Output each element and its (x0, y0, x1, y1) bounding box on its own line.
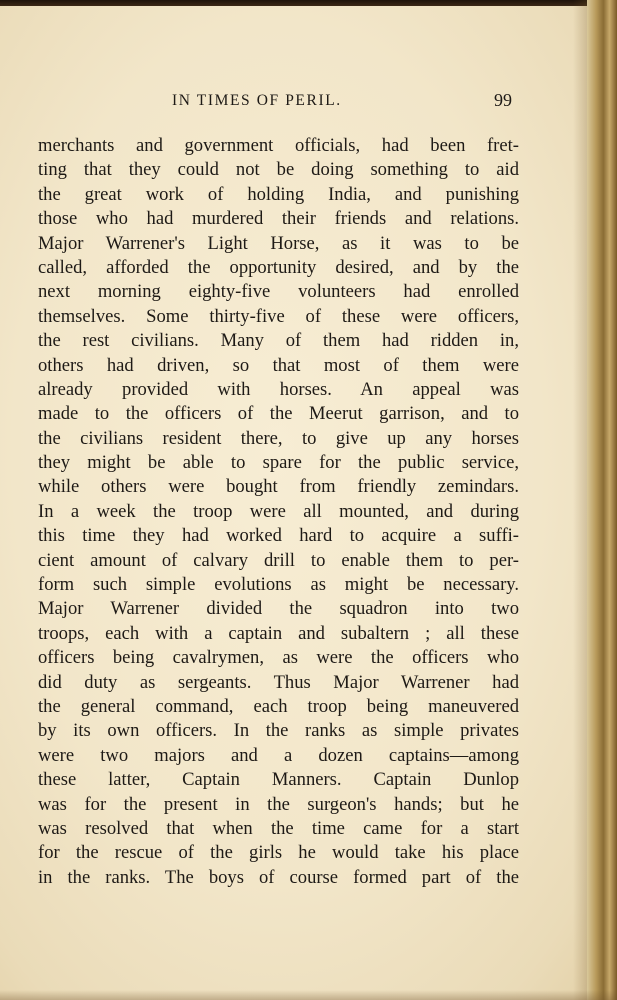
text-line: those who had murdered their friends and relations. (38, 208, 519, 230)
page-number: 99 (494, 90, 512, 110)
text-line: merchants and government officials, had been fret- (38, 135, 519, 156)
running-head: IN TIMES OF PERIL. (172, 92, 342, 109)
text-line: were two majors and a dozen captains—among (38, 744, 519, 766)
text-line: themselves. Some thirty-five of these were officers, (38, 305, 519, 327)
text-line: was for the present in the surgeon's hands; but he (38, 793, 519, 815)
text-line: did duty as sergeants. Thus Major Warrener had (38, 671, 519, 693)
text-line: the civilians resident there, to give up any horses (38, 427, 519, 449)
text-line: Major Warrener's Light Horse, as it was to be (38, 232, 519, 254)
text-line: the great work of holding India, and punishing (38, 183, 519, 205)
book-block-edge (587, 0, 617, 1000)
page-bottom-edge (0, 990, 617, 1000)
text-line: In a week the troop were all mounted, and during (38, 500, 519, 522)
text-line: for the rescue of the girls he would take his place (38, 842, 519, 864)
text-line: in the ranks. The boys of course formed part of the (38, 866, 519, 888)
text-line: officers being cavalrymen, as were the officers who (38, 647, 519, 669)
text-line: Major Warrener divided the squadron into two (38, 598, 519, 620)
text-line: form such simple evolutions as might be necessary. (38, 574, 519, 596)
text-line: next morning eighty-five volunteers had enrolled (38, 281, 519, 303)
text-line: called, afforded the opportunity desired, and by the (38, 256, 519, 278)
text-line: these latter, Captain Manners. Captain Dunlop (38, 769, 519, 791)
text-line: the general command, each troop being maneuvered (38, 695, 519, 717)
text-line: they might be able to spare for the public service, (38, 452, 519, 474)
text-line: this time they had worked hard to acquire a suffi- (38, 525, 519, 547)
text-line: others had driven, so that most of them were (38, 354, 519, 376)
text-line: while others were bought from friendly zemindars. (38, 476, 519, 498)
text-line: made to the officers of the Meerut garrison, and to (38, 403, 519, 425)
text-line: cient amount of calvary drill to enable them to per- (38, 549, 519, 571)
text-line: already provided with horses. An appeal was (38, 378, 519, 400)
text-line: was resolved that when the time came for a start (38, 817, 519, 839)
text-line: troops, each with a captain and subaltern ; all these (38, 622, 519, 644)
page-top-edge (0, 0, 617, 6)
text-line: the rest civilians. Many of them had ridden in, (38, 330, 519, 352)
text-line: ting that they could not be doing something to aid (38, 159, 519, 181)
text-line: by its own officers. In the ranks as simple privates (38, 720, 519, 742)
page-edge-shadow (573, 0, 587, 1000)
body-text (38, 134, 519, 890)
